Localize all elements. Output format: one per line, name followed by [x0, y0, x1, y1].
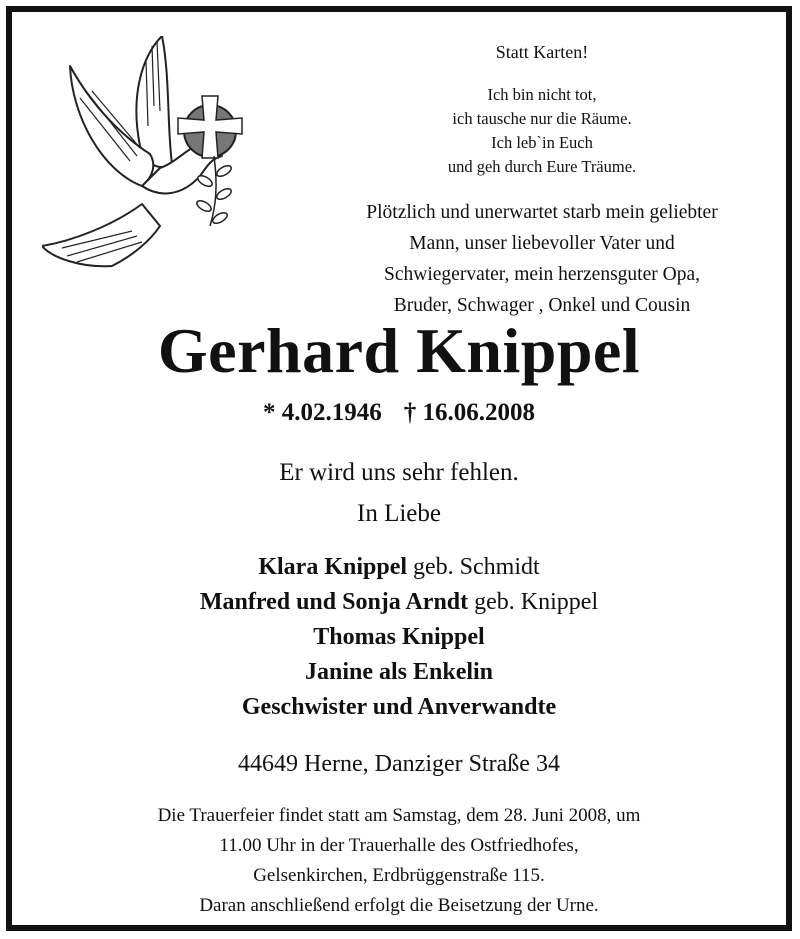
deceased-name: Gerhard Knippel [157, 315, 641, 386]
obituary-frame [6, 6, 792, 931]
intro-text [242, 197, 800, 321]
poem-line: Ich bin nicht tot, [487, 85, 597, 104]
life-dates [12, 399, 786, 427]
in-liebe: In Liebe [357, 500, 441, 527]
notice-line: Gelsenkirchen, Erdbrüggenstraße 115. [253, 865, 545, 886]
family-line: Manfred und Sonja Arndt geb. Knippel [199, 589, 599, 615]
intro-line: Plötzlich und unerwartet starb mein geliebter [366, 202, 718, 223]
family-line: Geschwister und Anverwandte [241, 694, 557, 720]
notice-line: 11.00 Uhr in der Trauerhalle des Ostfriedhofes, [219, 835, 579, 856]
intro-line: Bruder, Schwager , Onkel und Cousin [393, 295, 691, 316]
notice-line: Die Trauerfeier findet statt am Samstag, dem 28. Juni 2008, um [157, 805, 641, 826]
poem-line: Ich leb`in Euch [491, 133, 593, 152]
statt-karten: Statt Karten! [495, 42, 589, 62]
family-line: Klara Knippel geb. Schmidt [258, 554, 540, 580]
miss-message: Er wird uns sehr fehlen. [279, 459, 519, 486]
poem-line: ich tausche nur die Räume. [452, 109, 632, 128]
death-date: † 16.06.2008 [403, 399, 535, 426]
poem [242, 83, 800, 179]
poem-line: und geh durch Eure Träume. [447, 157, 637, 176]
intro-line: Schwiegervater, mein herzensguter Opa, [384, 264, 700, 285]
birth-date: * 4.02.1946 [263, 399, 382, 426]
family-list [12, 550, 786, 725]
funeral-notice [12, 801, 786, 921]
address: 44649 Herne, Danziger Straße 34 [238, 751, 560, 777]
notice-line: Daran anschließend erfolgt die Beisetzung der Urne. [199, 895, 599, 916]
family-line: Janine als Enkelin [304, 659, 494, 685]
intro-line: Mann, unser liebevoller Vater und [409, 233, 675, 254]
family-line: Thomas Knippel [313, 624, 485, 650]
dove-with-olive-branch-icon [42, 36, 252, 286]
